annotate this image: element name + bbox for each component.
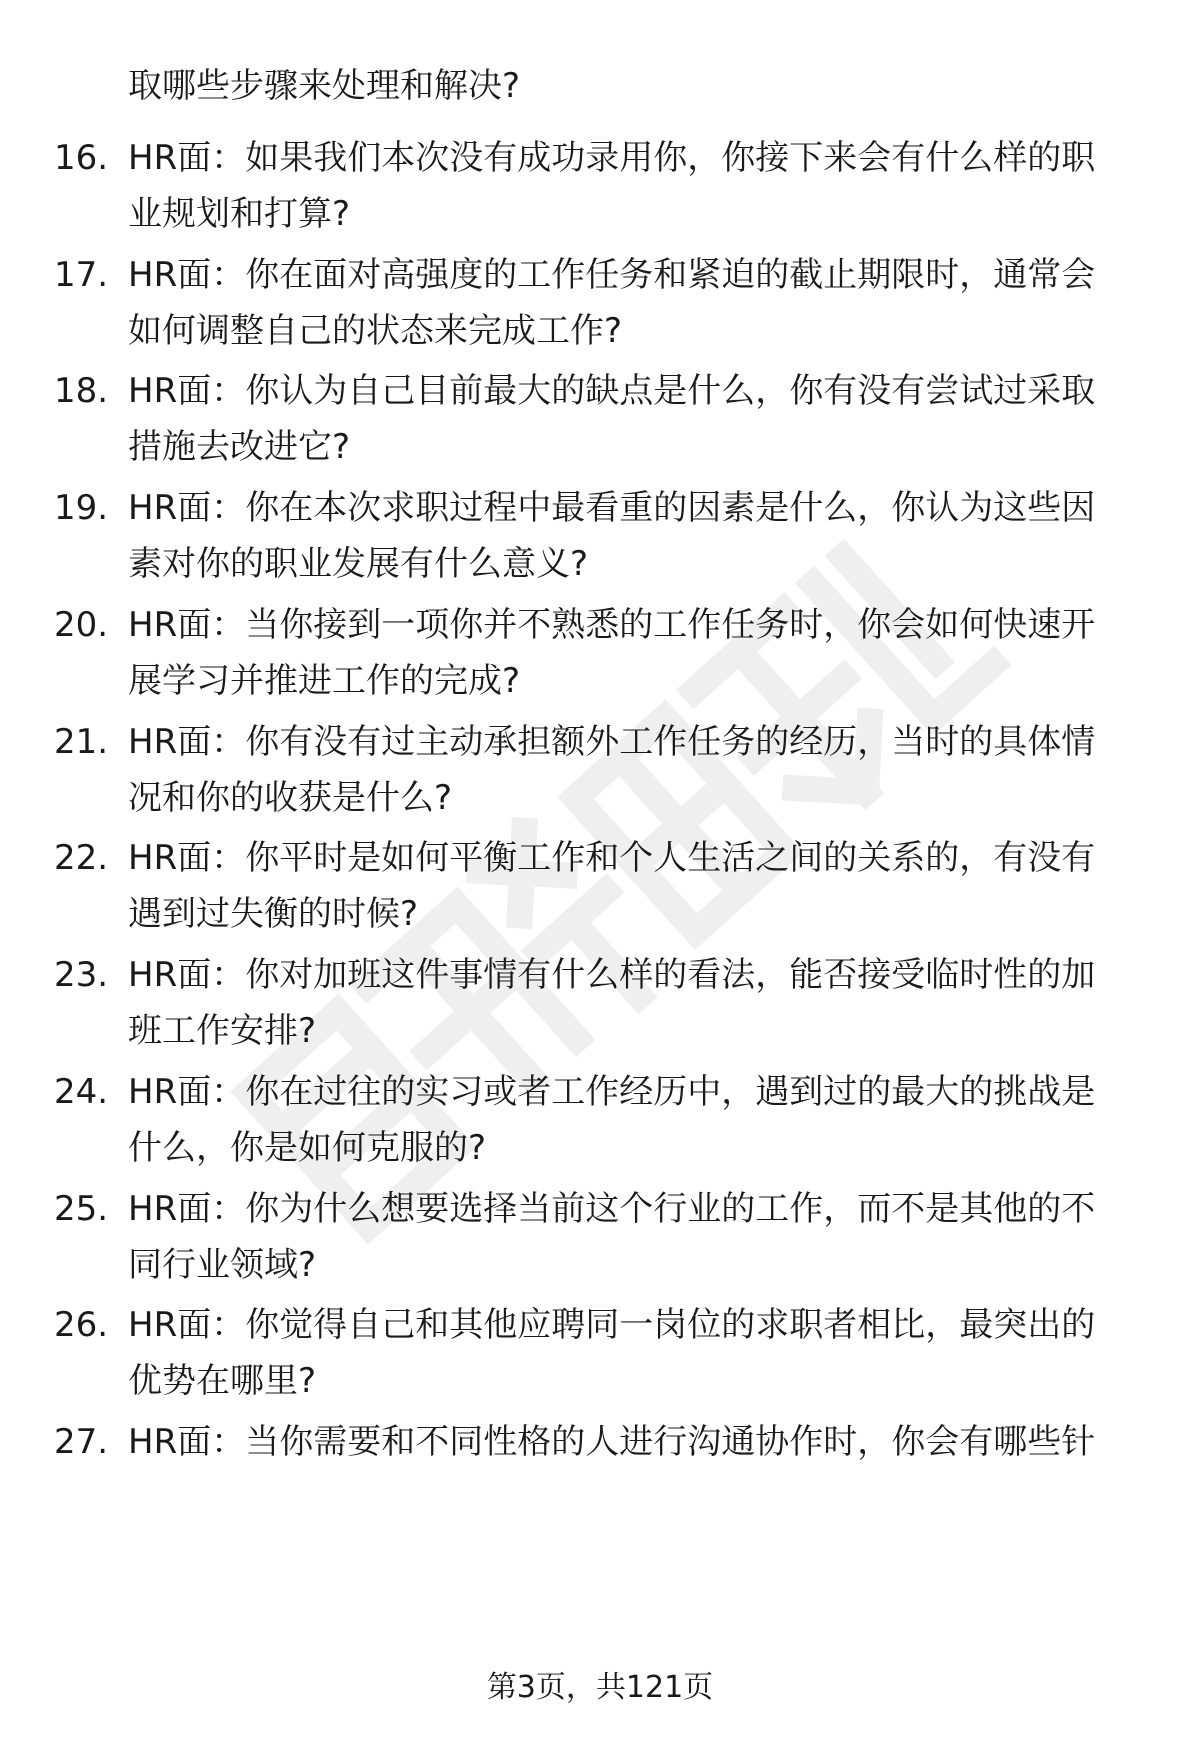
- question-number: 26.: [54, 1305, 109, 1345]
- question-text-line-2: 况和你的收获是什么?: [128, 778, 453, 818]
- question-number: 20.: [54, 605, 109, 645]
- question-text-line-2: 同行业领域?: [128, 1245, 317, 1285]
- question-text-line-2: 班工作安排?: [128, 1011, 317, 1051]
- question-number: 16.: [54, 138, 109, 178]
- question-text-line-2: 素对你的职业发展有什么意义?: [128, 544, 589, 584]
- question-text-line-1: HR面：当你需要和不同性格的人进行沟通协作时，你会有哪些针: [128, 1422, 1096, 1462]
- question-text-line-1: HR面：你认为自己目前最大的缺点是什么，你有没有尝试过采取: [128, 371, 1096, 411]
- question-number: 25.: [54, 1189, 109, 1229]
- question-text-line-2: 业规划和打算?: [128, 194, 351, 234]
- question-text-line-2: 展学习并推进工作的完成?: [128, 661, 521, 701]
- question-text-line-1: HR面：如果我们本次没有成功录用你，你接下来会有什么样的职: [128, 138, 1096, 178]
- question-text-line-2: 措施去改进它?: [128, 427, 351, 467]
- question-number: 18.: [54, 371, 109, 411]
- question-text-line-1: HR面：你为什么想要选择当前这个行业的工作，而不是其他的不: [128, 1189, 1096, 1229]
- question-number: 23.: [54, 955, 109, 995]
- continuation-text: 取哪些步骤来处理和解决?: [128, 66, 521, 106]
- question-text-line-1: HR面：你对加班这件事情有什么样的看法，能否接受临时性的加: [128, 955, 1096, 995]
- question-text-line-1: HR面：当你接到一项你并不熟悉的工作任务时，你会如何快速开: [128, 605, 1096, 645]
- question-number: 17.: [54, 255, 109, 295]
- question-text-line-2: 遇到过失衡的时候?: [128, 894, 419, 934]
- question-text-line-1: HR面：你有没有过主动承担额外工作任务的经历，当时的具体情: [128, 722, 1096, 762]
- question-text-line-2: 什么，你是如何克服的?: [128, 1128, 487, 1168]
- question-text-line-1: HR面：你平时是如何平衡工作和个人生活之间的关系的，有没有: [128, 838, 1096, 878]
- question-text-line-1: HR面：你在面对高强度的工作任务和紧迫的截止期限时，通常会: [128, 255, 1096, 295]
- question-text-line-2: 如何调整自己的状态来完成工作?: [128, 311, 623, 351]
- question-text-line-1: HR面：你在本次求职过程中最看重的因素是什么，你认为这些因: [128, 488, 1096, 528]
- question-number: 24.: [54, 1072, 109, 1112]
- question-number: 27.: [54, 1422, 109, 1462]
- question-text-line-1: HR面：你觉得自己和其他应聘同一岗位的求职者相比，最突出的: [128, 1305, 1096, 1345]
- question-number: 22.: [54, 838, 109, 878]
- question-number: 19.: [54, 488, 109, 528]
- question-number: 21.: [54, 722, 109, 762]
- page-number-footer: 第3页，共121页: [486, 1670, 714, 1705]
- question-text-line-1: HR面：你在过往的实习或者工作经历中，遇到过的最大的挑战是: [128, 1072, 1096, 1112]
- question-text-line-2: 优势在哪里?: [128, 1361, 317, 1401]
